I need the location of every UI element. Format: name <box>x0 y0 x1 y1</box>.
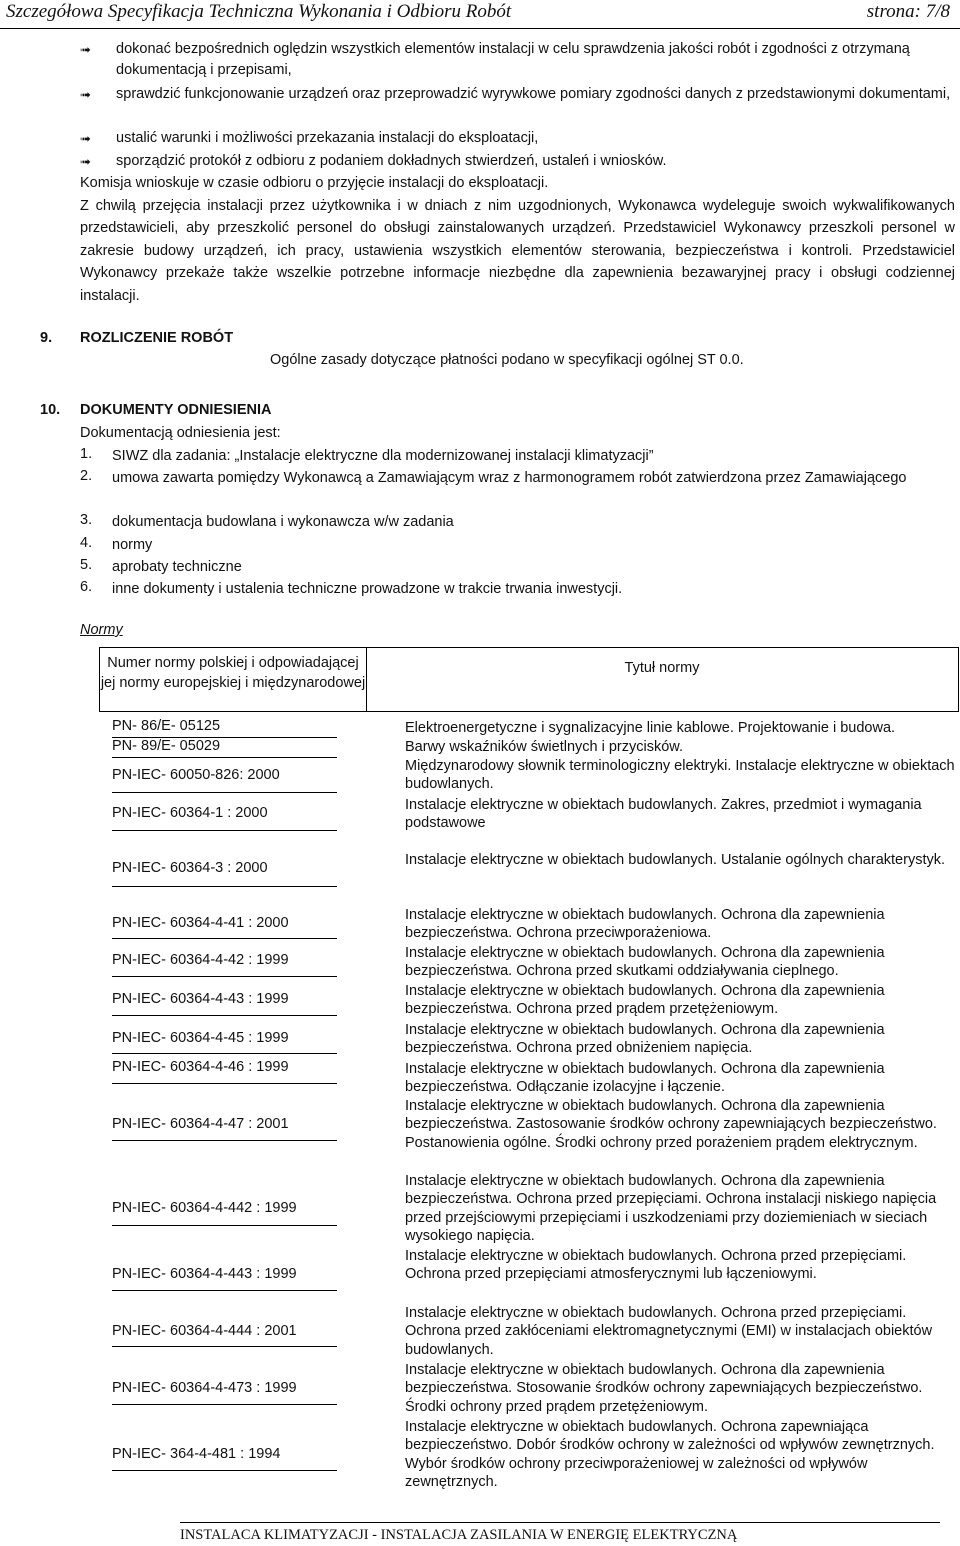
bullet-item <box>80 39 955 81</box>
arrow-bullet-icon: ➟ <box>80 87 91 102</box>
section-10-title: DOKUMENTY ODNIESIENIA <box>80 402 272 418</box>
norm-code: PN-IEC- 60364-4-444 : 2001 <box>112 1323 297 1339</box>
section-9-title: ROZLICZENIE ROBÓT <box>80 330 234 346</box>
row-divider <box>112 1404 337 1405</box>
bullet-item <box>80 84 955 105</box>
section-10-number: 10. <box>40 402 61 418</box>
section-9-number: 9. <box>40 330 53 346</box>
bullet-text: dokonać bezpośrednich oględzin wszystkich elementów instalacji w celu sprawdzenia jakości robót i zgodności z otrzymaną dokumentacją i przepisami, <box>116 41 910 78</box>
column-header-number: Numer normy polskiej i odpowiadającej jej normy europejskiej i międzynarodowej <box>100 655 366 691</box>
norm-title: Międzynarodowy słownik terminologiczny elektryki. Instalacje elektryczne w obiektach budowlanych. <box>405 758 955 792</box>
row-divider <box>112 792 337 793</box>
norm-code: PN-IEC- 60050-826: 2000 <box>112 767 280 783</box>
norm-title: Instalacje elektryczne w obiektach budowlanych. Ochrona dla zapewnienia bezpieczeństwa. Ochrona przed obniżeniem napięcia. <box>405 1022 885 1057</box>
bullet-text: ustalić warunki i możliwości przekazania instalacji do eksploatacji, <box>116 130 539 146</box>
column-header-title: Tytuł normy <box>624 660 700 676</box>
arrow-bullet-icon: ➟ <box>80 42 91 57</box>
row-divider <box>112 757 337 758</box>
row-divider <box>112 830 337 831</box>
list-item-text: inne dokumenty i ustalenia techniczne prowadzone w trakcie trwania inwestycji. <box>112 581 623 597</box>
norm-code: PN-IEC- 60364-4-442 : 1999 <box>112 1200 297 1216</box>
norm-title: Barwy wskaźników świetlnych i przycisków. <box>405 739 683 755</box>
row-divider <box>112 938 337 939</box>
norm-title: Instalacje elektryczne w obiektach budowlanych. Ochrona dla zapewnienia bezpieczeństwa. Odłączanie izolacyjne i łączenie. <box>405 1061 885 1096</box>
norm-code: PN- 86/E- 05125 <box>112 718 221 734</box>
row-divider <box>112 886 337 887</box>
page-number: strona: 7/8 <box>866 1 950 22</box>
norm-code: PN-IEC- 60364-4-45 : 1999 <box>112 1030 289 1046</box>
norm-title: Instalacje elektryczne w obiektach budowlanych. Ochrona dla zapewnienia bezpieczeństwa. Ochrona przed prądem przetężeniowym. <box>405 983 885 1018</box>
norm-code: PN-IEC- 60364-4-443 : 1999 <box>112 1266 297 1282</box>
row-divider <box>112 1015 337 1016</box>
paragraph-commission: Komisja wnioskuje w czasie odbioru o przyjęcie instalacji do eksploatacji. <box>80 175 549 191</box>
table-divider <box>366 647 367 712</box>
row-divider <box>112 1083 337 1084</box>
norm-code: PN-IEC- 60364-3 : 2000 <box>112 860 268 876</box>
norm-title: Instalacje elektryczne w obiektach budowlanych. Ochrona przed przepięciami. Ochrona przed zakłóceniami elektromagnetycznymi (EMI) w instalacjach obiektów budowlanych. <box>405 1305 933 1358</box>
arrow-bullet-icon: ➟ <box>80 154 91 169</box>
list-item-text: SIWZ dla zadania: „Instalacje elektryczne dla modernizowanej instalacji klimatyzacji” <box>112 448 654 464</box>
list-item-number: 5. <box>80 557 93 573</box>
norm-title: Instalacje elektryczne w obiektach budowlanych. Ochrona zapewniająca bezpieczeństwo. Dobór środków ochrony w zależności od wpływów zewnętrznych. Wybór środków ochrony przeciwporażeniowej w zależności od wpływów zewnętrznych. <box>405 1419 935 1490</box>
row-divider <box>112 1346 337 1347</box>
norm-title: Instalacje elektryczne w obiektach budowlanych. Ochrona przed przepięciami. Ochrona przed przepięciami atmosferycznymi lub łączeniowymi. <box>405 1248 907 1283</box>
table-divider <box>99 711 959 712</box>
row-divider <box>112 1470 337 1471</box>
list-item-number: 6. <box>80 579 93 595</box>
normy-label: Normy <box>80 622 123 638</box>
footer-rule <box>180 1522 940 1523</box>
row-divider <box>112 1225 337 1226</box>
row-divider <box>112 1290 337 1291</box>
list-item-text: umowa zawarta pomiędzy Wykonawcą a Zamawiającym wraz z harmonogramem robót zatwierdzona przez Zamawiającego <box>112 470 907 486</box>
list-item-number: 3. <box>80 512 93 528</box>
bullet-text: sporządzić protokół z odbioru z podaniem dokładnych stwierdzeń, ustaleń i wniosków. <box>116 153 667 169</box>
bullet-text: sprawdzić funkcjonowanie urządzeń oraz przeprowadzić wyrywkowe pomiary zgodności danych z przedstawionymi dokumentami, <box>116 86 951 102</box>
norm-code: PN-IEC- 60364-4-43 : 1999 <box>112 991 289 1007</box>
norm-title: Instalacje elektryczne w obiektach budowlanych. Ustalanie ogólnych charakterystyk. <box>405 852 945 868</box>
norm-code: PN-IEC- 60364-4-42 : 1999 <box>112 952 289 968</box>
arrow-bullet-icon: ➟ <box>80 131 91 146</box>
list-item-text: normy <box>112 537 153 553</box>
section-10-intro: Dokumentacją odniesienia jest: <box>80 425 281 441</box>
row-divider <box>112 1053 337 1054</box>
row-divider <box>112 1140 337 1141</box>
page-footer: INSTALACA KLIMATYZACJI - INSTALACJA ZASILANIA W ENERGIĘ ELEKTRYCZNĄ <box>180 1527 738 1543</box>
norm-code: PN-IEC- 60364-4-41 : 2000 <box>112 915 289 931</box>
paragraph-handover: Z chwilą przejęcia instalacji przez użytkownika i w dniach z nim uzgodnionych, Wykonawca wydeleguje swoich wykwalifikowanych przedstawicieli, aby przeszkolić personel do obsługi zainstalowanych urządzeń. Przedstawiciel Wykonawcy przeszkoli personel w zakresie budowy urządzeń, ich pracy, ustawienia wszystkich elementów sterowania, bezpieczeństwa i kontroli. Przedstawiciel Wykonawcy przekaże także wszelkie potrzebne informacje niezbędne dla zapewnienia bezawaryjnej pracy i obsługi codziennej instalacji. <box>80 198 955 304</box>
row-divider <box>112 976 337 977</box>
norm-title: Instalacje elektryczne w obiektach budowlanych. Ochrona dla zapewnienia bezpieczeństwa. Ochrona przeciwporażeniowa. <box>405 907 885 942</box>
norm-title: Instalacje elektryczne w obiektach budowlanych. Ochrona dla zapewnienia bezpieczeństwa. Zastosowanie środków ochrony zapewniających bezpieczeństwo. Postanowienia ogólne. Środki ochrony przed porażeniem prądem elektrycznym. <box>405 1098 937 1151</box>
norm-code: PN-IEC- 60364-4-46 : 1999 <box>112 1059 289 1075</box>
list-item-text: aprobaty techniczne <box>112 559 242 575</box>
norm-code: PN- 89/E- 05029 <box>112 738 221 754</box>
norm-title: Instalacje elektryczne w obiektach budowlanych. Zakres, przedmiot i wymagania podstawowe <box>405 797 922 832</box>
norm-title: Instalacje elektryczne w obiektach budowlanych. Ochrona dla zapewnienia bezpieczeństwa. Ochrona przed przepięciami. Ochrona instalacji niskiego napięcia przed przejściowymi przepięciami i uszkodzeniami przy doziemieniach w sieciach wysokiego napięcia. <box>405 1173 937 1244</box>
norm-code: PN-IEC- 60364-4-47 : 2001 <box>112 1116 289 1132</box>
norm-title: Instalacje elektryczne w obiektach budowlanych. Ochrona dla zapewnienia bezpieczeństwa. Ochrona przed skutkami oddziaływania cieplnego. <box>405 945 885 980</box>
document-title: Szczegółowa Specyfikacja Techniczna Wykonania i Odbioru Robót <box>6 1 512 22</box>
bullet-item <box>80 151 955 172</box>
list-item-number: 4. <box>80 535 93 551</box>
list-item-number: 1. <box>80 446 93 462</box>
norm-code: PN-IEC- 60364-4-473 : 1999 <box>112 1380 297 1396</box>
norm-code: PN-IEC- 60364-1 : 2000 <box>112 805 268 821</box>
bullet-item <box>80 128 955 149</box>
list-item-text: dokumentacja budowlana i wykonawcza w/w zadania <box>112 514 454 530</box>
norm-code: PN-IEC- 364-4-481 : 1994 <box>112 1446 281 1462</box>
norm-title: Elektroenergetyczne i sygnalizacyjne linie kablowe. Projektowanie i budowa. <box>405 720 896 736</box>
list-item-number: 2. <box>80 468 93 484</box>
norm-title: Instalacje elektryczne w obiektach budowlanych. Ochrona dla zapewnienia bezpieczeństwa. Stosowanie środków ochrony zapewniających bezpieczeństwo. Środki ochrony przed prądem przetężeniowym. <box>405 1362 923 1415</box>
section-9-text: Ogólne zasady dotyczące płatności podano w specyfikacji ogólnej ST 0.0. <box>270 352 744 368</box>
